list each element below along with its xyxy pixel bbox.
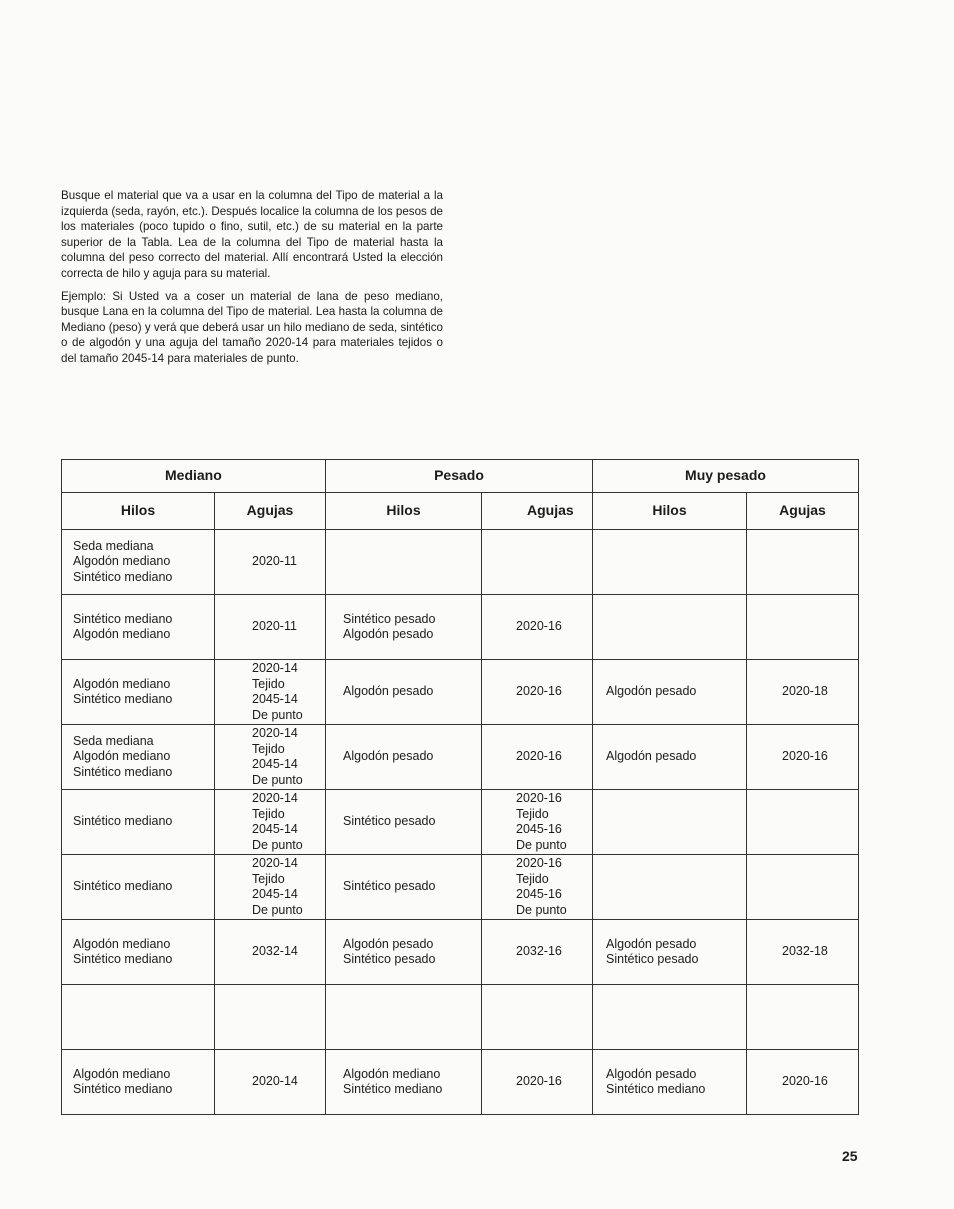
table-row xyxy=(62,530,859,595)
col-header-hilos: Hilos xyxy=(62,493,215,530)
cell-line: 2020-14 xyxy=(252,726,298,740)
cell-line: Tejido xyxy=(252,676,285,691)
cell-line: 2032-14 xyxy=(252,944,298,959)
cell-line: 2020-16 xyxy=(516,1074,562,1089)
cell-agujas xyxy=(482,725,593,790)
cell-line: Sintético mediano xyxy=(73,1082,173,1096)
cell-line: Algodón pesado xyxy=(606,1066,697,1081)
thread-needle-table xyxy=(61,459,859,1115)
cell-line: 2045-14 xyxy=(252,757,298,771)
cell-hilos xyxy=(62,725,215,790)
cell-line: De punto xyxy=(252,902,303,917)
cell-line: Sintético mediano xyxy=(73,692,173,706)
cell-agujas xyxy=(215,790,326,855)
col-header-hilos: Hilos xyxy=(326,493,482,530)
cell-line: 2020-14 xyxy=(252,856,298,870)
cell-line: 2020-16 xyxy=(516,749,562,764)
cell-agujas xyxy=(482,920,593,985)
cell-line: De punto xyxy=(252,837,303,852)
cell-line: 2045-16 xyxy=(516,887,562,901)
cell-line: Algodón pesado xyxy=(343,627,434,641)
cell-line: Algodón pesado xyxy=(606,749,697,764)
cell-line: Sintético mediano xyxy=(73,952,173,966)
cell-line: Sintético pesado xyxy=(343,879,436,894)
cell-hilos xyxy=(62,985,215,1050)
cell-line: Algodón pesado xyxy=(343,936,434,951)
table-row xyxy=(62,725,859,790)
cell-hilos xyxy=(62,855,215,920)
cell-line: 2045-14 xyxy=(252,692,298,706)
cell-agujas xyxy=(482,1050,593,1115)
cell-line: Algodón mediano xyxy=(73,627,171,641)
cell-line: De punto xyxy=(516,837,567,852)
cell-line: Tejido xyxy=(252,806,285,821)
table-row xyxy=(62,855,859,920)
cell-hilos xyxy=(326,725,482,790)
cell-agujas xyxy=(215,725,326,790)
cell-line: Tejido xyxy=(516,871,549,886)
cell-line: Algodón pesado xyxy=(343,684,434,699)
intro-paragraph-2: Ejemplo: Si Usted va a coser un material de lana de peso mediano, busque Lana en la columna del Tipo de material. Lea hasta la columna de Mediano (peso) y verá que deberá usar un hilo mediano de seda, sintético o de algodón y una aguja del tamaño 2020-14 para materiales tejidos o del tamaño 2045-14 para materiales de punto. xyxy=(61,289,443,365)
cell-hilos xyxy=(326,1050,482,1115)
cell-line: Tejido xyxy=(516,806,549,821)
cell-agujas xyxy=(482,985,593,1050)
cell-hilos xyxy=(62,920,215,985)
cell-agujas xyxy=(747,985,859,1050)
cell-line: 2032-16 xyxy=(516,944,562,959)
cell-agujas xyxy=(215,920,326,985)
cell-agujas xyxy=(482,530,593,595)
cell-line: 2020-11 xyxy=(252,554,297,569)
group-header-mediano: Mediano xyxy=(62,460,326,493)
cell-hilos xyxy=(326,530,482,595)
cell-line: Algodón mediano xyxy=(73,749,171,764)
cell-line: Sintético mediano xyxy=(73,611,173,626)
cell-agujas xyxy=(747,725,859,790)
cell-agujas xyxy=(215,595,326,660)
cell-line: De punto xyxy=(252,772,303,787)
cell-line: Algodón mediano xyxy=(73,554,171,569)
cell-hilos xyxy=(62,530,215,595)
cell-line: 2045-14 xyxy=(252,887,298,901)
cell-agujas xyxy=(747,855,859,920)
cell-line: Tejido xyxy=(252,741,285,756)
cell-hilos xyxy=(62,1050,215,1115)
cell-hilos xyxy=(326,920,482,985)
cell-line: Sintético pesado xyxy=(343,952,436,966)
cell-line: Algodón pesado xyxy=(343,749,434,764)
cell-hilos xyxy=(593,595,747,660)
cell-agujas xyxy=(482,595,593,660)
cell-line: 2032-18 xyxy=(782,944,828,959)
cell-line: Algodón pesado xyxy=(606,684,697,699)
cell-hilos xyxy=(62,790,215,855)
cell-agujas xyxy=(482,790,593,855)
page-number: 25 xyxy=(842,1148,858,1164)
cell-line: Algodón mediano xyxy=(73,676,171,691)
cell-agujas xyxy=(747,920,859,985)
cell-line: 2020-18 xyxy=(782,684,828,699)
cell-agujas xyxy=(747,530,859,595)
col-header-agujas: Agujas xyxy=(482,493,593,530)
cell-hilos xyxy=(593,985,747,1050)
cell-hilos xyxy=(593,790,747,855)
cell-hilos xyxy=(593,920,747,985)
table-row xyxy=(62,660,859,725)
cell-line: 2020-16 xyxy=(782,1074,828,1089)
cell-agujas xyxy=(215,855,326,920)
col-header-hilos: Hilos xyxy=(593,493,747,530)
cell-line: 2045-14 xyxy=(252,822,298,836)
cell-hilos xyxy=(326,660,482,725)
cell-agujas xyxy=(215,660,326,725)
cell-line: Seda mediana xyxy=(73,733,154,748)
cell-line: 2020-16 xyxy=(516,856,562,870)
cell-line: 2020-14 xyxy=(252,791,298,805)
cell-line: Sintético mediano xyxy=(73,569,173,584)
cell-line: Sintético pesado xyxy=(606,952,699,966)
cell-agujas xyxy=(215,985,326,1050)
col-header-agujas: Agujas xyxy=(215,493,326,530)
cell-agujas xyxy=(747,660,859,725)
cell-agujas xyxy=(482,660,593,725)
cell-line: Sintético mediano xyxy=(73,814,173,829)
cell-hilos xyxy=(593,1050,747,1115)
cell-hilos xyxy=(593,855,747,920)
table-row xyxy=(62,790,859,855)
cell-line: Sintético mediano xyxy=(73,764,173,779)
cell-line: 2020-16 xyxy=(516,619,562,634)
group-header-pesado: Pesado xyxy=(326,460,593,493)
cell-agujas xyxy=(747,595,859,660)
cell-line: Sintético mediano xyxy=(343,1082,443,1096)
cell-line: De punto xyxy=(252,707,303,722)
cell-line: Sintético mediano xyxy=(606,1082,706,1096)
cell-hilos xyxy=(326,855,482,920)
cell-line: 2020-16 xyxy=(516,791,562,805)
cell-line: Algodón mediano xyxy=(343,1066,441,1081)
cell-line: 2020-14 xyxy=(252,1074,298,1089)
cell-line: 2020-16 xyxy=(782,749,828,764)
cell-line: Sintético pesado xyxy=(343,611,436,626)
cell-hilos xyxy=(326,595,482,660)
cell-line: Algodón mediano xyxy=(73,1066,171,1081)
cell-line: Tejido xyxy=(252,871,285,886)
cell-hilos xyxy=(593,530,747,595)
table-row xyxy=(62,985,859,1050)
cell-line: Algodón mediano xyxy=(73,936,171,951)
table-row xyxy=(62,920,859,985)
cell-agujas xyxy=(482,855,593,920)
cell-agujas xyxy=(747,1050,859,1115)
intro-text xyxy=(61,188,443,374)
cell-agujas xyxy=(215,530,326,595)
cell-line: 2020-11 xyxy=(252,619,297,634)
cell-line: 2020-14 xyxy=(252,661,298,675)
cell-line: 2020-16 xyxy=(516,684,562,699)
cell-hilos xyxy=(326,790,482,855)
cell-line: Seda mediana xyxy=(73,538,154,553)
group-header-muy-pesado: Muy pesado xyxy=(593,460,859,493)
cell-line: Sintético mediano xyxy=(73,879,173,894)
cell-hilos xyxy=(593,725,747,790)
cell-line: Algodón pesado xyxy=(606,936,697,951)
cell-hilos xyxy=(62,660,215,725)
cell-hilos xyxy=(62,595,215,660)
cell-hilos xyxy=(593,660,747,725)
cell-line: Sintético pesado xyxy=(343,814,436,829)
table-row xyxy=(62,1050,859,1115)
cell-line: 2045-16 xyxy=(516,822,562,836)
cell-hilos xyxy=(326,985,482,1050)
cell-agujas xyxy=(747,790,859,855)
table-row xyxy=(62,595,859,660)
intro-paragraph-1: Busque el material que va a usar en la columna del Tipo de material a la izquierda (seda, rayón, etc.). Después localice la columna de los pesos de los materiales (poco tupido o fino, sutil, etc.) de su material en la parte superior de la Tabla. Lea de la columna del Tipo de material hasta la columna del peso correcto del material. Allí encontrará Usted la elección correcta de hilo y aguja para su material. xyxy=(61,189,443,280)
cell-agujas xyxy=(215,1050,326,1115)
cell-line: De punto xyxy=(516,902,567,917)
col-header-agujas: Agujas xyxy=(747,493,859,530)
